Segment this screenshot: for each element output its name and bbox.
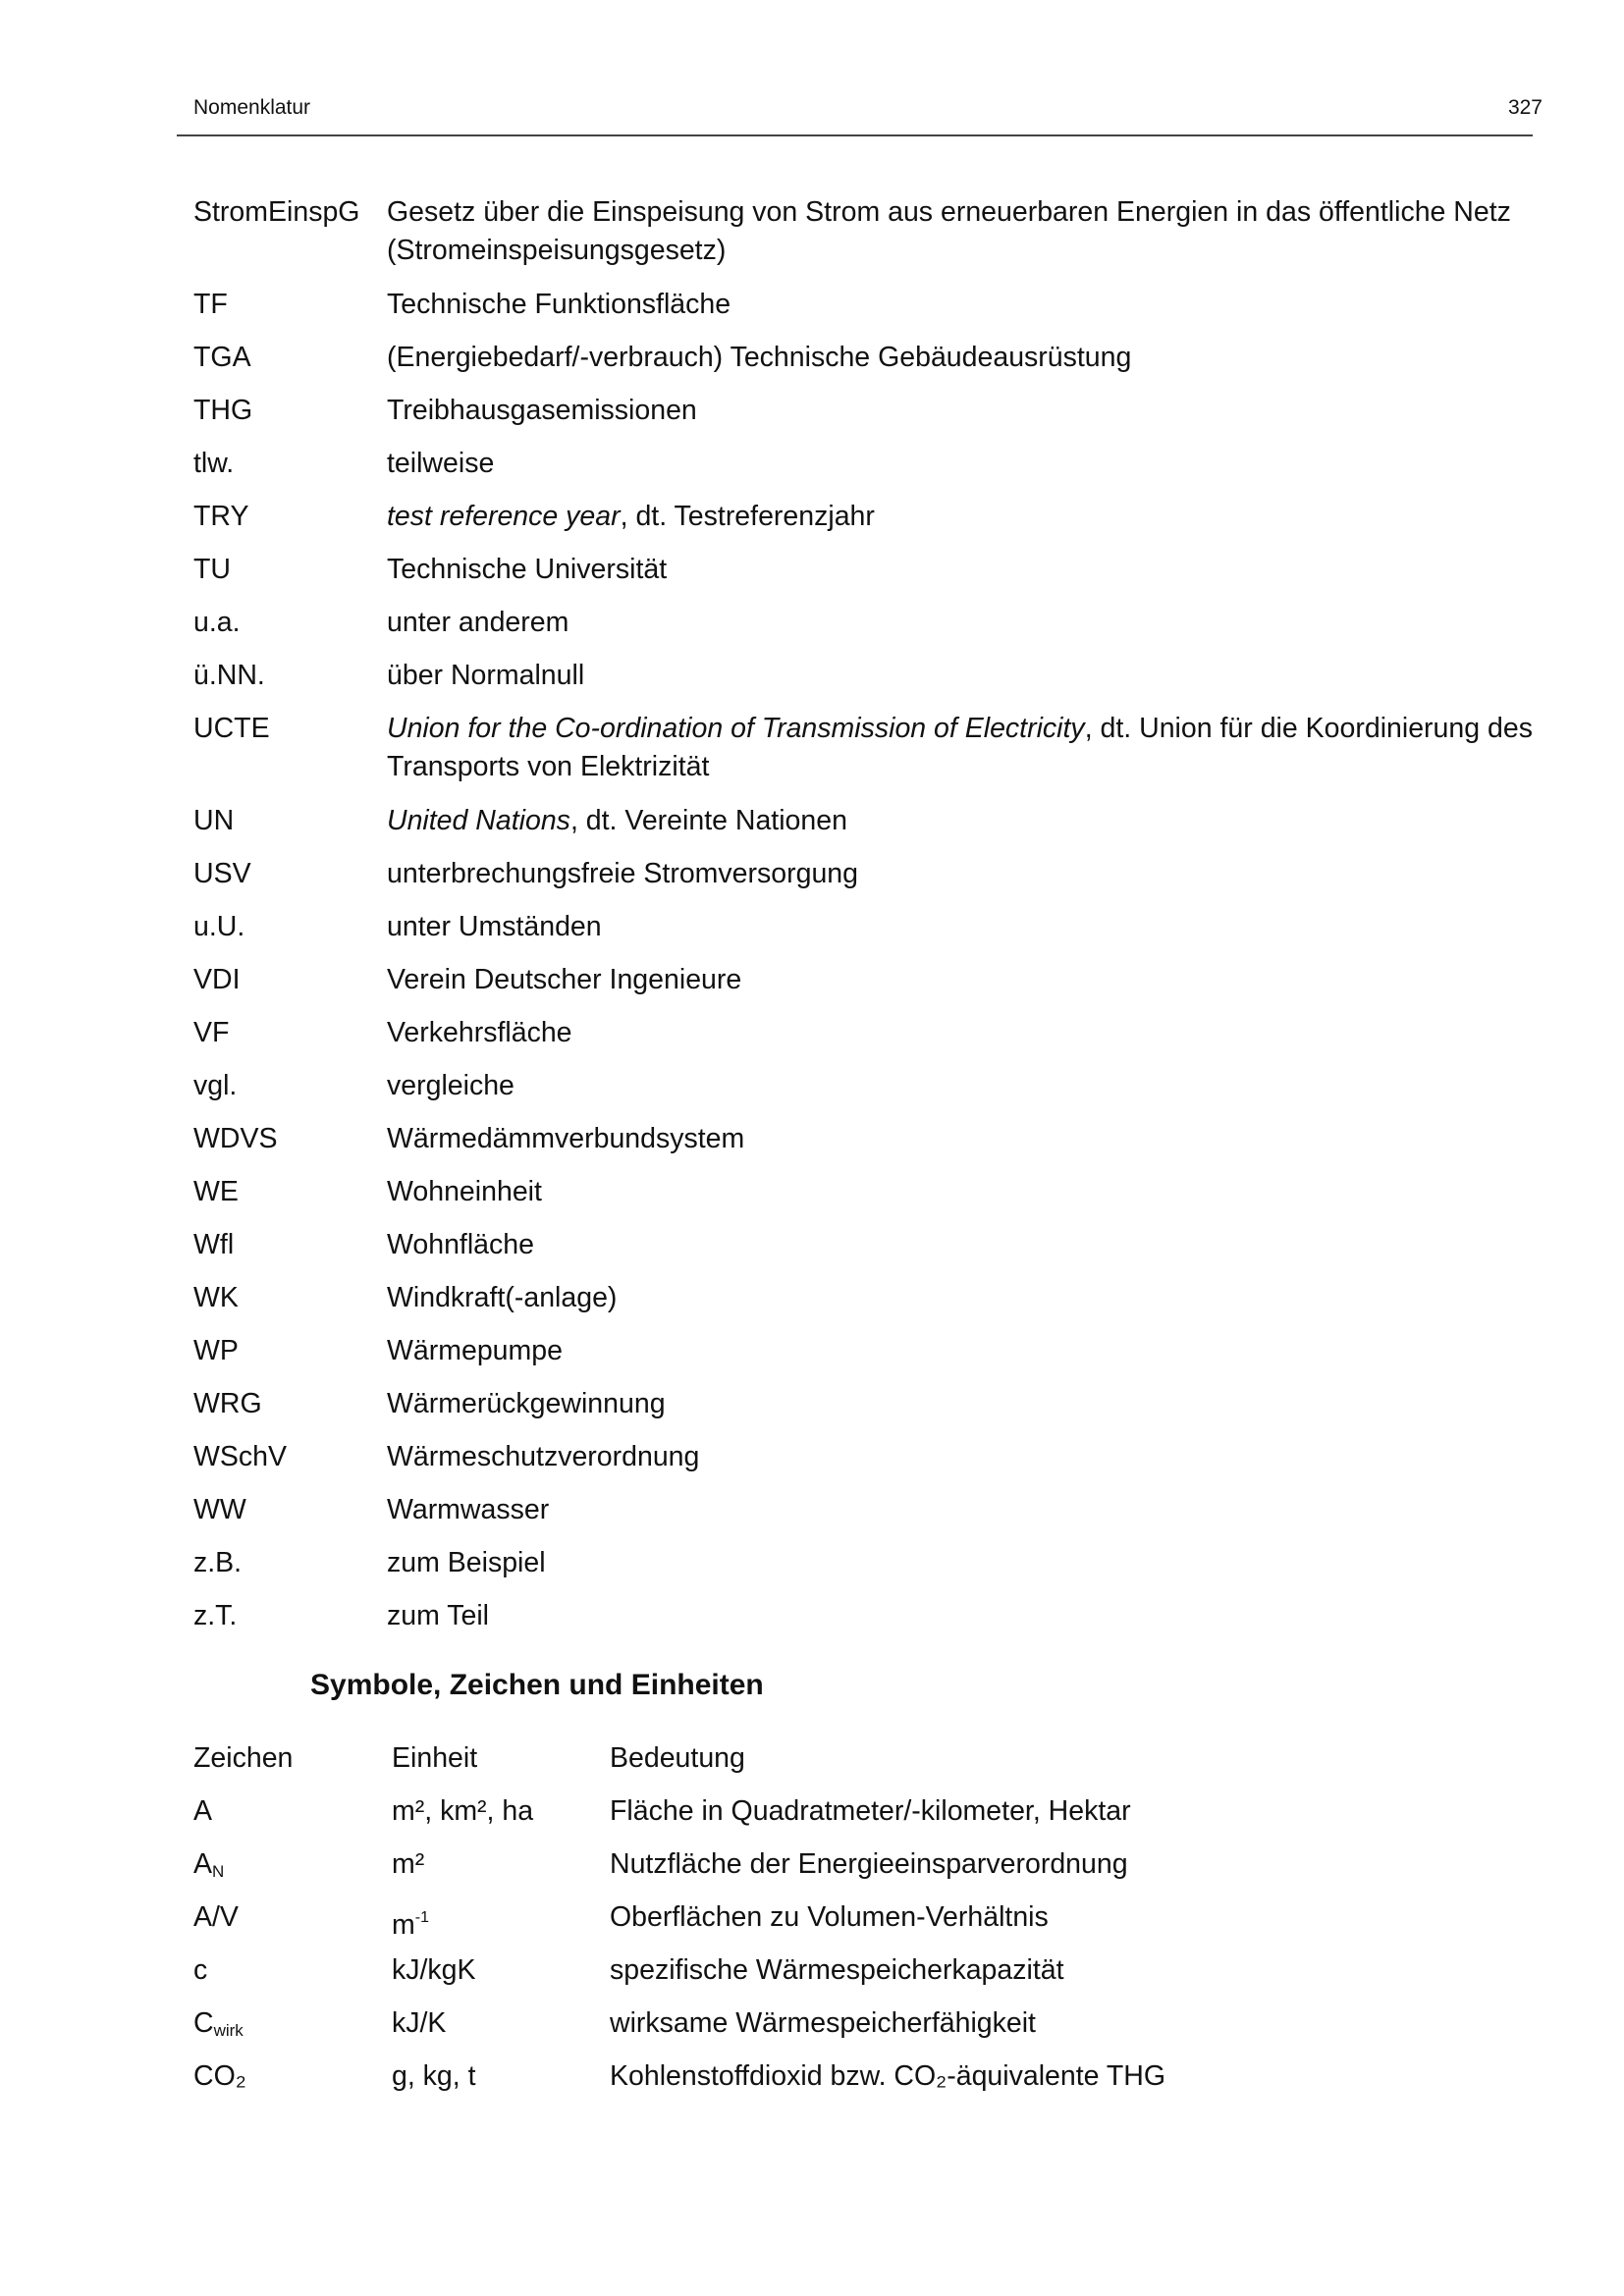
unit: m², km², ha bbox=[392, 1795, 534, 1827]
abbr-def bbox=[387, 498, 1539, 536]
abbr-row bbox=[193, 1226, 1539, 1264]
unit: kJ/K bbox=[392, 2007, 447, 2039]
meaning: spezifische Wärmespeicherkapazität bbox=[610, 1954, 1064, 1986]
abbr-term: u.a. bbox=[193, 607, 241, 638]
page-number: 327 bbox=[1507, 96, 1543, 119]
symbol-base: A bbox=[193, 1848, 213, 1880]
abbr-def: zum Teil bbox=[387, 1600, 490, 1631]
abbr-def: unter anderem bbox=[387, 607, 569, 638]
abbr-def: Wärmepumpe bbox=[387, 1335, 563, 1366]
abbr-row bbox=[193, 498, 1539, 536]
symbol: A/V bbox=[193, 1901, 239, 1933]
meaning: Kohlenstoffdioxid bzw. CO₂-äquivalente THG bbox=[610, 2060, 1166, 2092]
abbr-term: THG bbox=[193, 395, 253, 426]
unit-superscript: -1 bbox=[414, 1909, 429, 1926]
abbr-term: WP bbox=[193, 1335, 239, 1366]
abbr-row bbox=[193, 392, 1539, 430]
meaning: Oberflächen zu Volumen-Verhältnis bbox=[610, 1901, 1049, 1933]
abbr-term: WE bbox=[193, 1176, 239, 1207]
meaning: Fläche in Quadratmeter/-kilometer, Hektar bbox=[610, 1795, 1131, 1827]
abbr-row bbox=[193, 604, 1539, 642]
col-header-einheit: Einheit bbox=[392, 1742, 478, 1774]
unit: g, kg, t bbox=[392, 2060, 476, 2092]
abbr-term: vgl. bbox=[193, 1070, 238, 1101]
abbr-row bbox=[193, 1332, 1539, 1370]
header-rule bbox=[177, 134, 1533, 136]
abbr-row bbox=[193, 1544, 1539, 1582]
abbr-row bbox=[193, 1067, 1539, 1105]
abbr-row bbox=[193, 657, 1539, 695]
unit: kJ/kgK bbox=[392, 1954, 476, 1986]
symbol-base: C bbox=[193, 2007, 214, 2039]
abbr-def: teilweise bbox=[387, 448, 495, 479]
abbr-def: Technische Funktionsfläche bbox=[387, 289, 731, 320]
col-header-bedeutung: Bedeutung bbox=[610, 1742, 745, 1774]
abbr-term: USV bbox=[193, 858, 251, 889]
abbr-row bbox=[193, 1438, 1539, 1476]
abbr-row bbox=[193, 802, 1539, 840]
abbr-row bbox=[193, 961, 1539, 999]
meaning: Nutzfläche der Energieeinsparverordnung bbox=[610, 1848, 1128, 1880]
abbr-def: Verein Deutscher Ingenieure bbox=[387, 964, 742, 995]
abbr-term: Wfl bbox=[193, 1229, 235, 1260]
abbr-def: Gesetz über die Einspeisung von Strom aus erneuerbaren Energien in das öffentliche Netz (Stromeinspeisungsgesetz) bbox=[387, 196, 1511, 266]
abbr-term: UCTE bbox=[193, 713, 270, 744]
abbr-term: VF bbox=[193, 1017, 230, 1048]
abbr-term: z.B. bbox=[193, 1547, 243, 1578]
running-header-section: Nomenklatur bbox=[193, 96, 311, 119]
unit bbox=[392, 1898, 429, 1945]
abbr-row bbox=[193, 1385, 1539, 1423]
abbr-row bbox=[193, 1491, 1539, 1529]
abbr-def: zum Beispiel bbox=[387, 1547, 546, 1578]
abbr-def: Wohnfläche bbox=[387, 1229, 534, 1260]
abbr-term: tlw. bbox=[193, 448, 235, 479]
abbr-row bbox=[193, 1173, 1539, 1211]
abbr-def-rest: , dt. Union für die Koordinierung des Transports von Elektrizität bbox=[387, 713, 1533, 782]
abbr-row bbox=[193, 551, 1539, 589]
abbr-term: u.U. bbox=[193, 911, 245, 942]
section-title: Symbole, Zeichen und Einheiten bbox=[310, 1669, 764, 1701]
abbr-term: WSchV bbox=[193, 1441, 288, 1472]
abbr-def: Wärmerückgewinnung bbox=[387, 1388, 666, 1419]
symbol-subscript: wirk bbox=[213, 2021, 244, 2040]
abbr-def: Technische Universität bbox=[387, 554, 668, 585]
abbr-def: unterbrechungsfreie Stromversorgung bbox=[387, 858, 859, 889]
abbr-def: vergleiche bbox=[387, 1070, 514, 1101]
abbr-def: Verkehrsfläche bbox=[387, 1017, 572, 1048]
abbr-def: Treibhausgasemissionen bbox=[387, 395, 697, 426]
abbr-def-rest: , dt. Vereinte Nationen bbox=[569, 805, 847, 836]
abbr-def: Wohneinheit bbox=[387, 1176, 542, 1207]
abbr-def: unter Umständen bbox=[387, 911, 602, 942]
abbr-term: ü.NN. bbox=[193, 660, 265, 691]
abbr-def-italic: test reference year bbox=[387, 501, 621, 532]
abbr-term: WRG bbox=[193, 1388, 262, 1419]
abbr-def-italic: United Nations bbox=[387, 805, 570, 836]
symbol: A bbox=[193, 1795, 213, 1827]
abbr-def: Wärmedämmverbundsystem bbox=[387, 1123, 745, 1154]
symbol-subscript: N bbox=[212, 1862, 225, 1881]
abbr-def bbox=[387, 802, 1539, 840]
abbr-term: UN bbox=[193, 805, 235, 836]
abbr-def: Windkraft(-anlage) bbox=[387, 1282, 618, 1313]
abbr-row bbox=[193, 710, 1539, 786]
abbr-term: WDVS bbox=[193, 1123, 278, 1154]
symbol bbox=[193, 2004, 244, 2050]
abbr-term: WK bbox=[193, 1282, 239, 1313]
abbr-def: Warmwasser bbox=[387, 1494, 550, 1525]
abbr-term: WW bbox=[193, 1494, 246, 1525]
abbr-def-rest: , dt. Testreferenzjahr bbox=[620, 501, 875, 532]
abbr-row bbox=[193, 445, 1539, 483]
abbr-row bbox=[193, 286, 1539, 324]
abbr-row bbox=[193, 908, 1539, 946]
abbr-def: (Energiebedarf/-verbrauch) Technische Gebäudeausrüstung bbox=[387, 342, 1132, 373]
unit-base: m bbox=[392, 1909, 415, 1941]
abbr-term: z.T. bbox=[193, 1600, 238, 1631]
abbr-term: TU bbox=[193, 554, 231, 585]
abbr-term: TF bbox=[193, 289, 228, 320]
abbr-row bbox=[193, 1120, 1539, 1158]
abbr-def: Wärmeschutzverordnung bbox=[387, 1441, 700, 1472]
abbr-def: über Normalnull bbox=[387, 660, 585, 691]
abbr-term: TRY bbox=[193, 501, 249, 532]
abbr-row bbox=[193, 1279, 1539, 1317]
abbr-row bbox=[193, 855, 1539, 893]
abbr-def-italic: Union for the Co-ordination of Transmission of Electricity bbox=[387, 713, 1085, 744]
unit: m² bbox=[392, 1848, 425, 1880]
abbr-term: TGA bbox=[193, 342, 251, 373]
meaning: wirksame Wärmespeicherfähigkeit bbox=[610, 2007, 1036, 2039]
symbol: CO₂ bbox=[193, 2060, 246, 2092]
abbr-term: VDI bbox=[193, 964, 241, 995]
col-header-zeichen: Zeichen bbox=[193, 1742, 294, 1774]
abbr-row bbox=[193, 1014, 1539, 1052]
symbol: c bbox=[193, 1954, 208, 1986]
symbol bbox=[193, 1845, 224, 1891]
abbr-row bbox=[193, 1597, 1539, 1635]
abbr-term: StromEinspG bbox=[193, 196, 360, 228]
abbr-def bbox=[387, 710, 1539, 786]
abbr-row bbox=[193, 193, 1539, 270]
abbr-row bbox=[193, 339, 1539, 377]
